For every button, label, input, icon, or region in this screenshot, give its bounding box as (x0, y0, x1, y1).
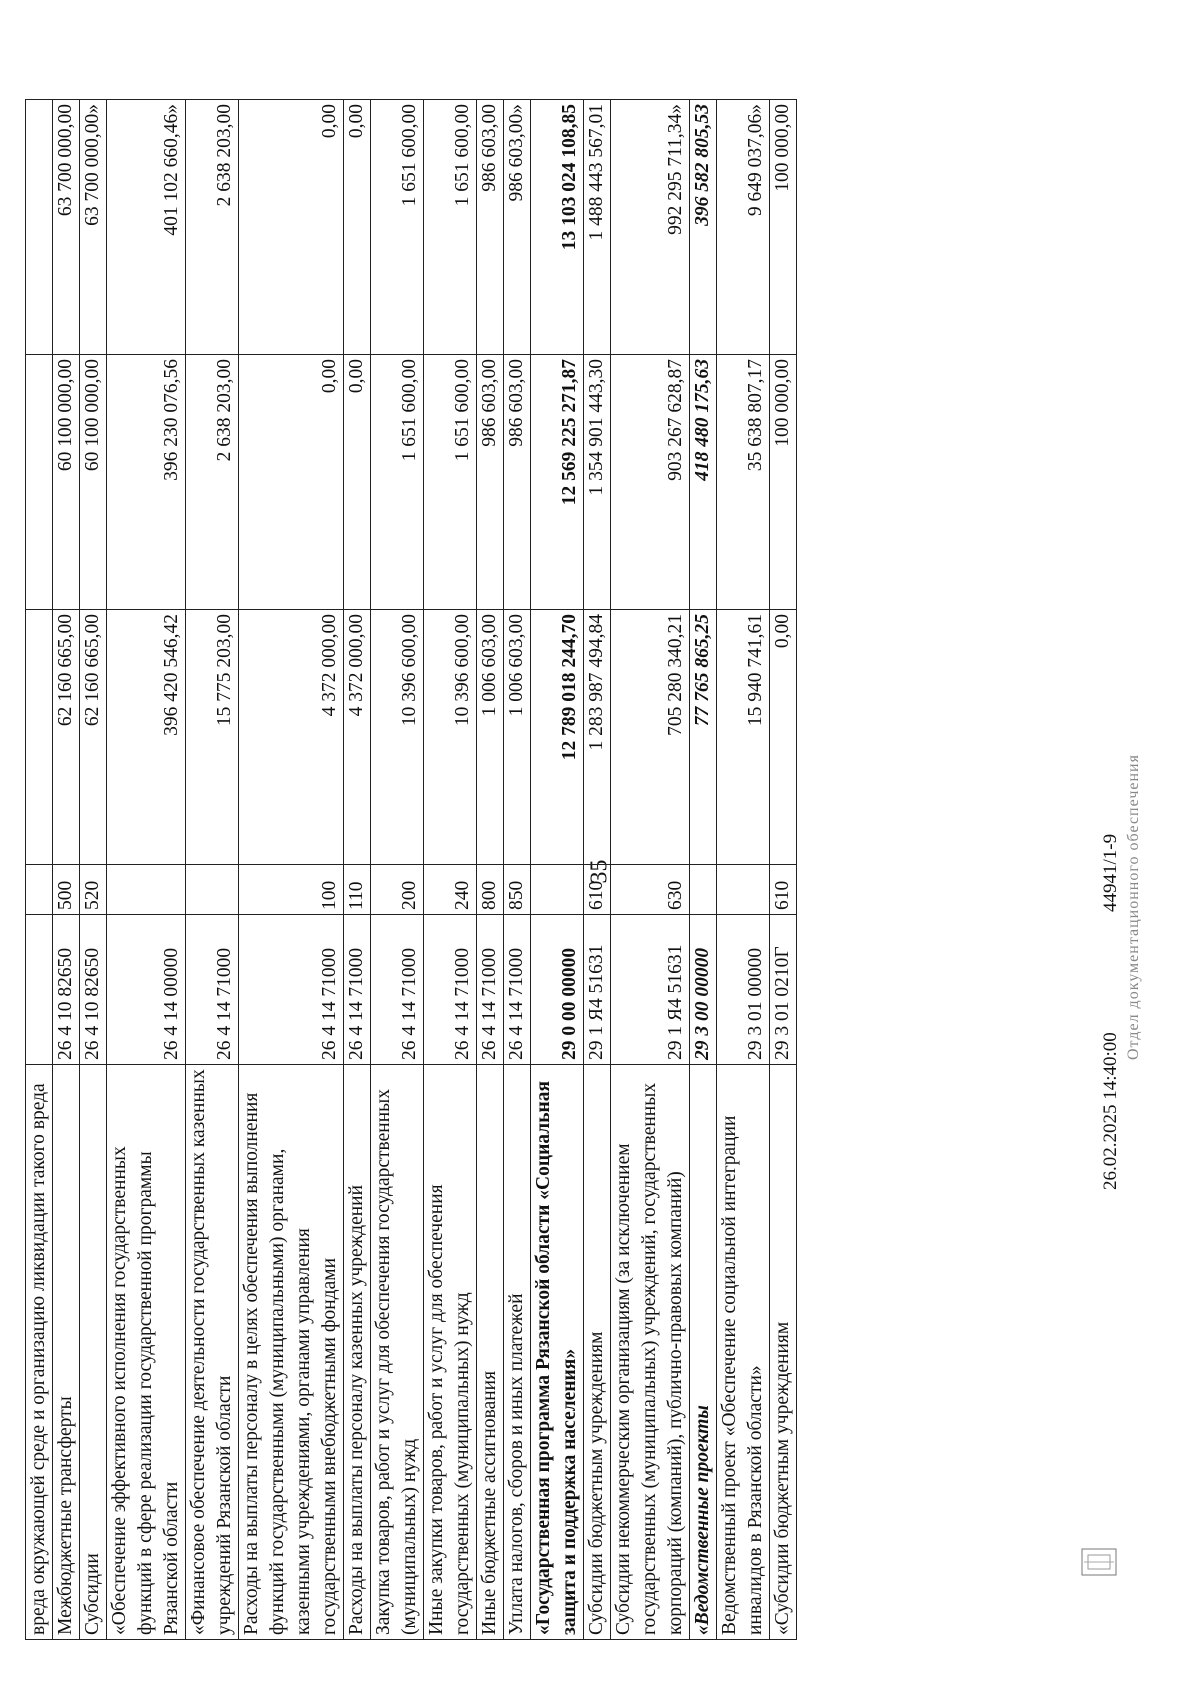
table-row (424, 100, 477, 1640)
row-amount-1-cell: 4 372 000,00 (239, 610, 344, 865)
row-amount-1-cell (26, 610, 53, 865)
table-row (770, 100, 797, 1640)
page-number-text: 35 (586, 859, 613, 884)
row-name-cell: Субсидии (80, 1065, 107, 1640)
row-amount-2-cell: 100 000,00 (770, 355, 797, 610)
row-code-cell: 29 0 00 00000 (531, 915, 584, 1065)
row-name-cell: Субсидии бюджетным учреждениям (584, 1065, 611, 1640)
row-expense-type-cell: 110 (344, 865, 371, 915)
row-amount-1-cell: 396 420 546,42 (107, 610, 186, 865)
footer-document-id: 44941/1-9 (1100, 833, 1121, 912)
row-amount-3-cell: 63 700 000,00» (80, 100, 107, 355)
row-code-cell: 29 1 Я4 51631 (611, 915, 690, 1065)
row-amount-1-cell: 15 940 741,61 (717, 610, 770, 865)
row-amount-3-cell: 1 651 600,00 (371, 100, 424, 355)
row-name-cell: Иные бюджетные ассигнования (477, 1065, 504, 1640)
row-code-cell: 29 3 01 00000 (717, 915, 770, 1065)
row-amount-3-cell: 13 103 024 108,85 (531, 100, 584, 355)
row-amount-2-cell: 1 354 901 443,30 (584, 355, 611, 610)
row-code-cell: 26 4 14 71000 (344, 915, 371, 1065)
row-amount-2-cell: 903 267 628,87 (611, 355, 690, 610)
row-amount-1-cell: 62 160 665,00 (80, 610, 107, 865)
table-row (717, 100, 770, 1640)
row-expense-type-cell (107, 865, 186, 915)
row-code-cell: 26 4 14 71000 (186, 915, 239, 1065)
registration-stamp-icon (1080, 1545, 1118, 1579)
row-code-cell: 26 4 14 71000 (371, 915, 424, 1065)
row-amount-2-cell: 1 651 600,00 (371, 355, 424, 610)
row-code-cell: 26 4 14 71000 (504, 915, 531, 1065)
row-amount-3-cell: 986 603,00» (504, 100, 531, 355)
row-amount-2-cell: 396 230 076,56 (107, 355, 186, 610)
row-amount-2-cell: 418 480 175,63 (690, 355, 717, 610)
row-code-cell: 26 4 14 71000 (477, 915, 504, 1065)
row-name-cell: Субсидии некоммерческим организациям (за исключением государственных (муниципальных) учреждений, государственных корпораций (компаний), публично-правовых компаний) (611, 1065, 690, 1640)
row-name-cell: Межбюджетные трансферты (53, 1065, 80, 1640)
row-amount-1-cell: 705 280 340,21 (611, 610, 690, 865)
row-amount-2-cell: 0,00 (239, 355, 344, 610)
row-amount-3-cell: 396 582 805,53 (690, 100, 717, 355)
row-code-cell: 26 4 10 82650 (80, 915, 107, 1065)
row-expense-type-cell: 100 (239, 865, 344, 915)
row-expense-type-cell (531, 865, 584, 915)
row-amount-2-cell: 2 638 203,00 (186, 355, 239, 610)
table-row (80, 100, 107, 1640)
row-expense-type-cell: 610 (584, 865, 611, 915)
row-amount-1-cell: 0,00 (770, 610, 797, 865)
row-amount-2-cell: 1 651 600,00 (424, 355, 477, 610)
row-amount-3-cell: 0,00 (239, 100, 344, 355)
row-name-cell: Расходы на выплаты персоналу казенных учреждений (344, 1065, 371, 1640)
row-name-cell: «Субсидии бюджетным учреждениям (770, 1065, 797, 1640)
budget-table-sheet (25, 100, 797, 1640)
row-expense-type-cell: 240 (424, 865, 477, 915)
row-amount-3-cell: 9 649 037,06» (717, 100, 770, 355)
row-amount-1-cell: 1 283 987 494,84 (584, 610, 611, 865)
row-expense-type-cell: 850 (504, 865, 531, 915)
row-code-cell: 29 3 00 00000 (690, 915, 717, 1065)
row-amount-1-cell: 1 006 603,00 (477, 610, 504, 865)
row-code-cell: 26 4 14 71000 (239, 915, 344, 1065)
row-name-cell: «Финансовое обеспечение деятельности государственных казенных учреждений Рязанской области (186, 1065, 239, 1640)
row-expense-type-cell: 800 (477, 865, 504, 915)
row-name-cell: Уплата налогов, сборов и иных платежей (504, 1065, 531, 1640)
row-amount-1-cell: 77 765 865,25 (690, 610, 717, 865)
department-watermark: Отдел документационного обеспечения (1125, 754, 1142, 1060)
row-amount-1-cell: 62 160 665,00 (53, 610, 80, 865)
row-name-cell: Расходы на выплаты персоналу в целях обеспечения выполнения функций государственными (муниципальными) органами, казенными учреждениями, органами управления государственными внебюджетными фондами (239, 1065, 344, 1640)
row-expense-type-cell: 200 (371, 865, 424, 915)
row-name-cell: «Обеспечение эффективного исполнения государственных функций в сфере реализации государственной программы Рязанской области (107, 1065, 186, 1640)
row-name-cell: Иные закупки товаров, работ и услуг для обеспечения государственных (муниципальных) нужд (424, 1065, 477, 1640)
row-name-cell: «Государственная программа Рязанской области «Социальная защита и поддержка населения» (531, 1065, 584, 1640)
table-row (371, 100, 424, 1640)
row-amount-3-cell: 100 000,00 (770, 100, 797, 355)
row-amount-2-cell: 35 638 807,17 (717, 355, 770, 610)
row-code-cell: 29 1 Я4 51631 (584, 915, 611, 1065)
row-code-cell: 26 4 10 82650 (53, 915, 80, 1065)
row-amount-2-cell: 0,00 (344, 355, 371, 610)
row-amount-2-cell (26, 355, 53, 610)
table-row (53, 100, 80, 1640)
budget-table-body (26, 100, 797, 1640)
row-code-cell (26, 915, 53, 1065)
table-row (344, 100, 371, 1640)
table-row (107, 100, 186, 1640)
table-row (477, 100, 504, 1640)
row-amount-1-cell: 4 372 000,00 (344, 610, 371, 865)
row-amount-2-cell: 986 603,00 (504, 355, 531, 610)
row-amount-1-cell: 10 396 600,00 (371, 610, 424, 865)
row-amount-3-cell: 2 638 203,00 (186, 100, 239, 355)
footer-date: 26.02.2025 14:40:00 (1100, 1032, 1121, 1190)
row-code-cell: 26 4 14 71000 (424, 915, 477, 1065)
row-amount-3-cell: 1 651 600,00 (424, 100, 477, 355)
row-code-cell: 29 3 01 0210Г (770, 915, 797, 1065)
table-row (611, 100, 690, 1640)
row-amount-3-cell: 401 102 660,46» (107, 100, 186, 355)
row-amount-3-cell: 0,00 (344, 100, 371, 355)
row-expense-type-cell: 610 (770, 865, 797, 915)
table-row (186, 100, 239, 1640)
budget-table (25, 99, 797, 1640)
row-amount-3-cell: 1 488 443 567,01 (584, 100, 611, 355)
row-amount-3-cell: 986 603,00 (477, 100, 504, 355)
row-expense-type-cell (690, 865, 717, 915)
row-expense-type-cell: 520 (80, 865, 107, 915)
row-name-cell: «Ведомственные проекты (690, 1065, 717, 1640)
row-expense-type-cell (26, 865, 53, 915)
row-expense-type-cell: 630 (611, 865, 690, 915)
row-amount-2-cell: 60 100 000,00 (53, 355, 80, 610)
row-amount-1-cell: 10 396 600,00 (424, 610, 477, 865)
row-amount-1-cell: 15 775 203,00 (186, 610, 239, 865)
table-row (239, 100, 344, 1640)
row-code-cell: 26 4 14 00000 (107, 915, 186, 1065)
row-amount-2-cell: 12 569 225 271,87 (531, 355, 584, 610)
row-name-cell: Ведомственный проект «Обеспечение социальной интеграции инвалидов в Рязанской области» (717, 1065, 770, 1640)
row-amount-1-cell: 1 006 603,00 (504, 610, 531, 865)
row-expense-type-cell (717, 865, 770, 915)
row-name-cell: вреда окружающей среде и организацию ликвидации такого вреда (26, 1065, 53, 1640)
row-amount-3-cell: 992 295 711,34» (611, 100, 690, 355)
row-expense-type-cell: 500 (53, 865, 80, 915)
row-amount-3-cell: 63 700 000,00 (53, 100, 80, 355)
row-expense-type-cell (186, 865, 239, 915)
row-name-cell: Закупка товаров, работ и услуг для обеспечения государственных (муниципальных) нужд (371, 1065, 424, 1640)
table-row (690, 100, 717, 1640)
table-row (504, 100, 531, 1640)
table-row (531, 100, 584, 1640)
row-amount-3-cell (26, 100, 53, 355)
table-row (26, 100, 53, 1640)
row-amount-2-cell: 60 100 000,00 (80, 355, 107, 610)
row-amount-1-cell: 12 789 018 244,70 (531, 610, 584, 865)
row-amount-2-cell: 986 603,00 (477, 355, 504, 610)
table-row (584, 100, 611, 1640)
